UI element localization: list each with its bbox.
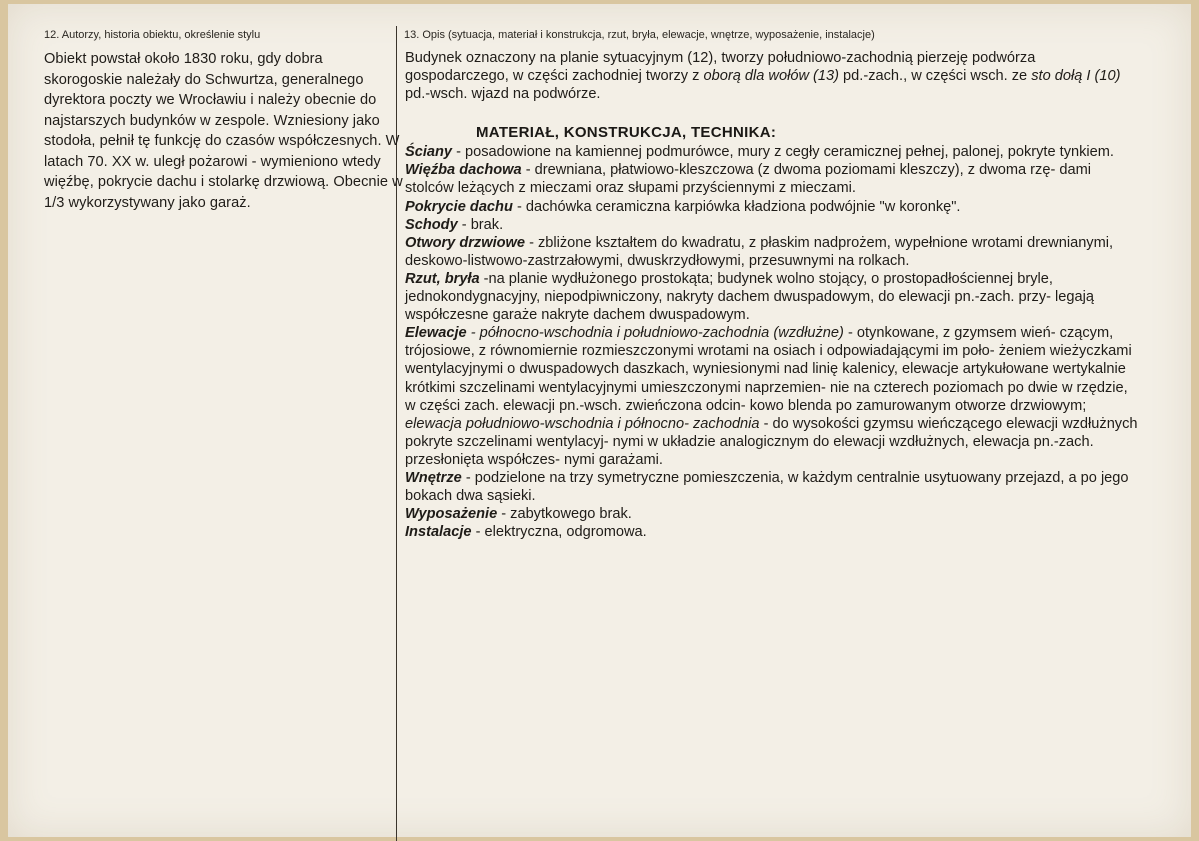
left-column xyxy=(44,28,404,213)
label-sciany: Ściany xyxy=(405,144,453,161)
paragraph-rzut: Rzut, bryła -na planie wydłużonego prostokąta; budynek wolno stojący, o prostopadłościennej bryle, jednokondygnacyjny, niepodpiwniczony, nakryty dachem dwuspadowym, do elewacji pn.-zach. przy- legają współczesne garaże nakryte dachem dwuspadowym. xyxy=(405,270,1094,324)
left-section-heading: 12. Autorzy, historia obiektu, określenie stylu xyxy=(44,29,261,41)
paragraph-pokrycie: Pokrycie dachu - dachówka ceramiczna karpiówka kładziona podwójnie "w koronkę". xyxy=(405,198,961,215)
label-schody: Schody xyxy=(405,216,458,233)
paragraph-instalacje: Instalacje - elektryczna, odgromowa. xyxy=(405,524,647,541)
label-instalacje: Instalacje xyxy=(405,524,472,541)
label-wiezba: Więźba dachowa xyxy=(405,162,522,179)
right-column xyxy=(405,28,1140,541)
paragraph-sciany: Ściany - posadowione na kamiennej podmurówce, mury z cegły ceramicznej pełnej, palonej, pokryte tynkiem. xyxy=(405,144,1114,161)
paragraph-otwory: Otwory drzwiowe - zbliżone kształtem do kwadratu, z płaskim nadprożem, wypełnione wrotami drewnianymi, deskowo-listwowo-zastrzałowymi, dwuskrzydłowymi, przesuwnymi na rolkach. xyxy=(405,234,1114,269)
label-pokrycie: Pokrycie dachu xyxy=(405,198,513,215)
paragraph-wiezba: Więźba dachowa - drewniana, płatwiowo-kleszczowa (z dwoma poziomami kleszczy), z dwoma rzę- dami stolców leżących z mieczami oraz słupami przyściennymi z mieczami. xyxy=(405,162,1091,197)
right-section-heading: 13. Opis (sytuacja, materiał i konstrukcja, rzut, bryła, elewacje, wnętrze, wyposażenie, instalacje) xyxy=(404,29,875,41)
section-title: MATERIAŁ, KONSTRUKCJA, TECHNIKA: xyxy=(476,124,777,142)
paragraph-elewacje: Elewacje - północno-wschodnia i południowo-zachodnia (wzdłużne) - otynkowane, z gzymsem wień- czącym, trójosiowe, z równomiernie rozmieszczonymi wrotami na osiach i odpowiadającymi im poło- żeniem wieżyczkami wentylacyjnymi o dwuspadowych daszkach, wyniesionymi nad linię kalenicy, elewacje artykułowane wertykalnie krótkimi szczelinami wentylacyjnymi umieszczonymi naprzemien- nie na czterech poziomach po dwie w rzędzie, w części zach. elewacji pn.-wsch. zwieńczona odcin- kowo blenda po zamurowanym otworze drzwiowym; elewacja południowo-wschodnia i północno- zachodnia - do wysokości gzymsu wieńczącego elewacji wzdłużnych pokryte szczelinami wentylacyj- nymi w układzie analogicznym do elewacji wzdłużnych, elewacja pn.-zach. przesłonięta współczes- nymi garażami. xyxy=(405,325,1138,468)
label-wnetrze: Wnętrze xyxy=(405,469,462,486)
intro-ref-stodola: sto dołą I (10) xyxy=(1031,68,1121,85)
history-text: Obiekt powstał około 1830 roku, gdy dobra skorogoskie należały do Schwurtza, generalnego dyrektora poczty we Wrocławiu i należy obecnie do najstarszych budynków w zespole. Wzniesiony jako stodoła, pełnił tę funkcję do czasów współczesnych. W latach 70. XX w. uległ pożarowi - wymieniono wtedy więźbę, pokrycie dachu i stolarkę drzwiową. Obecnie w 1/3 wykorzystywany jako garaż. xyxy=(44,51,403,211)
description-body xyxy=(405,49,1140,541)
intro-ref-obora: oborą dla wołów (13) xyxy=(703,68,839,85)
label-rzut: Rzut, bryła xyxy=(405,270,480,287)
intro-paragraph: Budynek oznaczony na planie sytuacyjnym (12), tworzy południowo-zachodnią pierzeję podwórza gospodarczego, w części zachodniej tworzy z oborą dla wołów (13) pd.-zach., w części wsch. ze sto dołą I (10) pd.-wsch. wjazd na podwórze. xyxy=(405,50,1121,103)
label-wyposazenie: Wyposażenie xyxy=(405,506,498,523)
label-elewacje: Elewacje xyxy=(405,325,467,342)
paragraph-schody: Schody - brak. xyxy=(405,216,504,233)
paragraph-wyposazenie: Wyposażenie - zabytkowego brak. xyxy=(405,506,632,523)
label-otwory: Otwory drzwiowe xyxy=(405,234,526,251)
paragraph-wnetrze: Wnętrze - podzielone na trzy symetryczne pomieszczenia, w każdym centralnie usytuowany przejazd, a po jego bokach dwa sąsieki. xyxy=(405,469,1129,505)
